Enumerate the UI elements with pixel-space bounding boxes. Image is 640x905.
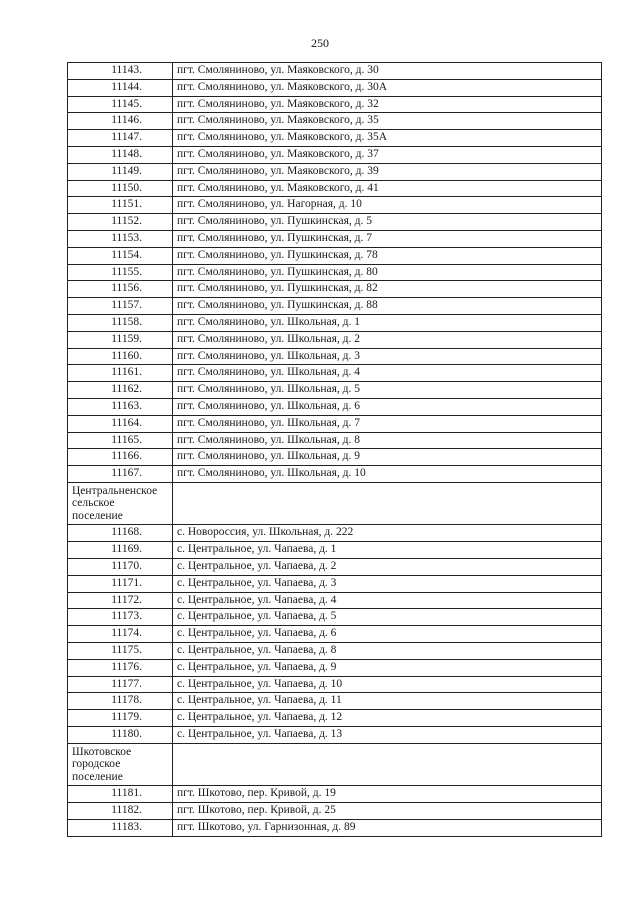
row-number: 11157. [68,298,173,315]
row-address: пгт. Смолянинoво, ул. Школьная, д. 3 [173,348,602,365]
row-number: 11160. [68,348,173,365]
section-name-line: сельское [72,497,115,510]
row-number: 11145. [68,96,173,113]
row-number: 11151. [68,197,173,214]
row-address: с. Центральное, ул. Чапаева, д. 3 [173,575,602,592]
row-number: 11183. [68,819,173,836]
row-number: 11182. [68,803,173,820]
row-address: пгт. Смолянинoво, ул. Пушкинская, д. 88 [173,298,602,315]
row-number: 11181. [68,786,173,803]
table-row [68,786,602,803]
page-number: 250 [311,36,329,50]
table-row [68,626,602,643]
row-number: 11152. [68,214,173,231]
row-address: пгт. Смолянинoво, ул. Нагорная, д. 10 [173,197,602,214]
row-address: пгт. Смолянинoво, ул. Пушкинская, д. 82 [173,281,602,298]
table-row [68,432,602,449]
row-address: пгт. Смолянинoво, ул. Школьная, д. 7 [173,415,602,432]
row-address: с. Центральное, ул. Чапаева, д. 10 [173,676,602,693]
row-number: 11165. [68,432,173,449]
table-row [68,676,602,693]
row-address: пгт. Шкотово, пер. Кривой, д. 19 [173,786,602,803]
table-row [68,365,602,382]
table-row [68,398,602,415]
section-name [68,482,173,525]
row-number: 11158. [68,314,173,331]
table-row [68,575,602,592]
table-row [68,197,602,214]
table-row [68,314,602,331]
row-address: пгт. Смолянинoво, ул. Пушкинская, д. 7 [173,230,602,247]
table-row [68,130,602,147]
row-address: пгт. Смолянинoво, ул. Маяковского, д. 37 [173,146,602,163]
row-address: с. Центральное, ул. Чапаева, д. 8 [173,643,602,660]
table-row [68,247,602,264]
table-row [68,79,602,96]
table-row [68,559,602,576]
row-number: 11167. [68,466,173,483]
row-number: 11150. [68,180,173,197]
row-address: с. Центральное, ул. Чапаева, д. 12 [173,710,602,727]
table-row [68,525,602,542]
section-name-line: поселение [72,509,123,522]
row-address: с. Центральное, ул. Чапаева, д. 4 [173,592,602,609]
row-address: пгт. Смолянинoво, ул. Маяковского, д. 39 [173,163,602,180]
section-empty-cell [173,743,602,786]
table-row [68,415,602,432]
section-name-line: поселение [72,770,123,783]
row-number: 11166. [68,449,173,466]
row-number: 11143. [68,63,173,80]
row-number: 11148. [68,146,173,163]
table-row [68,449,602,466]
row-address: пгт. Смолянинoво, ул. Пушкинская, д. 80 [173,264,602,281]
row-number: 11177. [68,676,173,693]
table-row [68,659,602,676]
row-number: 11156. [68,281,173,298]
row-address: пгт. Смолянинoво, ул. Школьная, д. 8 [173,432,602,449]
row-number: 11178. [68,693,173,710]
section-header-row [68,482,602,525]
row-number: 11149. [68,163,173,180]
table-row [68,63,602,80]
address-registry-table [67,62,602,837]
table-row [68,96,602,113]
table-row [68,592,602,609]
table-row [68,710,602,727]
row-address: пгт. Смолянинoво, ул. Школьная, д. 1 [173,314,602,331]
row-number: 11144. [68,79,173,96]
row-address: с. Центральное, ул. Чапаева, д. 13 [173,726,602,743]
table-row [68,382,602,399]
row-address: пгт. Шкотово, ул. Гарнизонная, д. 89 [173,819,602,836]
table-row [68,331,602,348]
row-number: 11146. [68,113,173,130]
row-number: 11172. [68,592,173,609]
row-address: с. Центральное, ул. Чапаева, д. 9 [173,659,602,676]
table-row [68,726,602,743]
section-empty-cell [173,482,602,525]
table-row [68,609,602,626]
table-row [68,819,602,836]
row-address: пгт. Смолянинoво, ул. Маяковского, д. 35 [173,113,602,130]
row-number: 11153. [68,230,173,247]
section-name-line: Шкотовское [72,745,132,758]
row-number: 11163. [68,398,173,415]
row-address: пгт. Смолянинoво, ул. Школьная, д. 2 [173,331,602,348]
row-address: пгт. Смолянинoво, ул. Пушкинская, д. 78 [173,247,602,264]
row-address: пгт. Смолянинoво, ул. Школьная, д. 4 [173,365,602,382]
row-address: пгт. Смолянинoво, ул. Школьная, д. 6 [173,398,602,415]
row-address: пгт. Смолянинoво, ул. Школьная, д. 10 [173,466,602,483]
row-address: пгт. Смолянинoво, ул. Маяковского, д. 35А [173,130,602,147]
row-address: с. Центральное, ул. Чапаева, д. 6 [173,626,602,643]
table-row [68,146,602,163]
section-name [68,743,173,786]
row-address: пгт. Смолянинoво, ул. Школьная, д. 9 [173,449,602,466]
row-number: 11171. [68,575,173,592]
row-address: с. Новороссия, ул. Школьная, д. 222 [173,525,602,542]
row-number: 11170. [68,559,173,576]
table-row [68,230,602,247]
table-row [68,542,602,559]
row-address: с. Центральное, ул. Чапаева, д. 11 [173,693,602,710]
row-number: 11162. [68,382,173,399]
table-row [68,264,602,281]
row-number: 11154. [68,247,173,264]
row-address: пгт. Смолянинoво, ул. Маяковского, д. 32 [173,96,602,113]
row-address: пгт. Смолянинoво, ул. Маяковского, д. 30 [173,63,602,80]
row-number: 11155. [68,264,173,281]
table-row [68,163,602,180]
row-number: 11180. [68,726,173,743]
row-address: пгт. Смолянинoво, ул. Пушкинская, д. 5 [173,214,602,231]
table-row [68,803,602,820]
row-address: с. Центральное, ул. Чапаева, д. 2 [173,559,602,576]
table-row [68,113,602,130]
row-number: 11179. [68,710,173,727]
row-number: 11175. [68,643,173,660]
section-header-row [68,743,602,786]
row-number: 11159. [68,331,173,348]
row-number: 11164. [68,415,173,432]
table-row [68,693,602,710]
row-address: пгт. Смолянинoво, ул. Школьная, д. 5 [173,382,602,399]
row-address: пгт. Смолянинoво, ул. Маяковского, д. 41 [173,180,602,197]
row-address: пгт. Шкотово, пер. Кривой, д. 25 [173,803,602,820]
table-row [68,281,602,298]
table-row [68,298,602,315]
section-name-line: городское [72,758,121,771]
registry-body [68,63,602,837]
row-address: с. Центральное, ул. Чапаева, д. 5 [173,609,602,626]
row-address: с. Центральное, ул. Чапаева, д. 1 [173,542,602,559]
table-row [68,643,602,660]
table-row [68,348,602,365]
row-number: 11173. [68,609,173,626]
table-row [68,180,602,197]
row-address: пгт. Смолянинoво, ул. Маяковского, д. 30А [173,79,602,96]
table-row [68,466,602,483]
row-number: 11176. [68,659,173,676]
section-name-line: Центральненское [72,484,158,497]
row-number: 11168. [68,525,173,542]
row-number: 11147. [68,130,173,147]
row-number: 11161. [68,365,173,382]
table-row [68,214,602,231]
row-number: 11169. [68,542,173,559]
row-number: 11174. [68,626,173,643]
